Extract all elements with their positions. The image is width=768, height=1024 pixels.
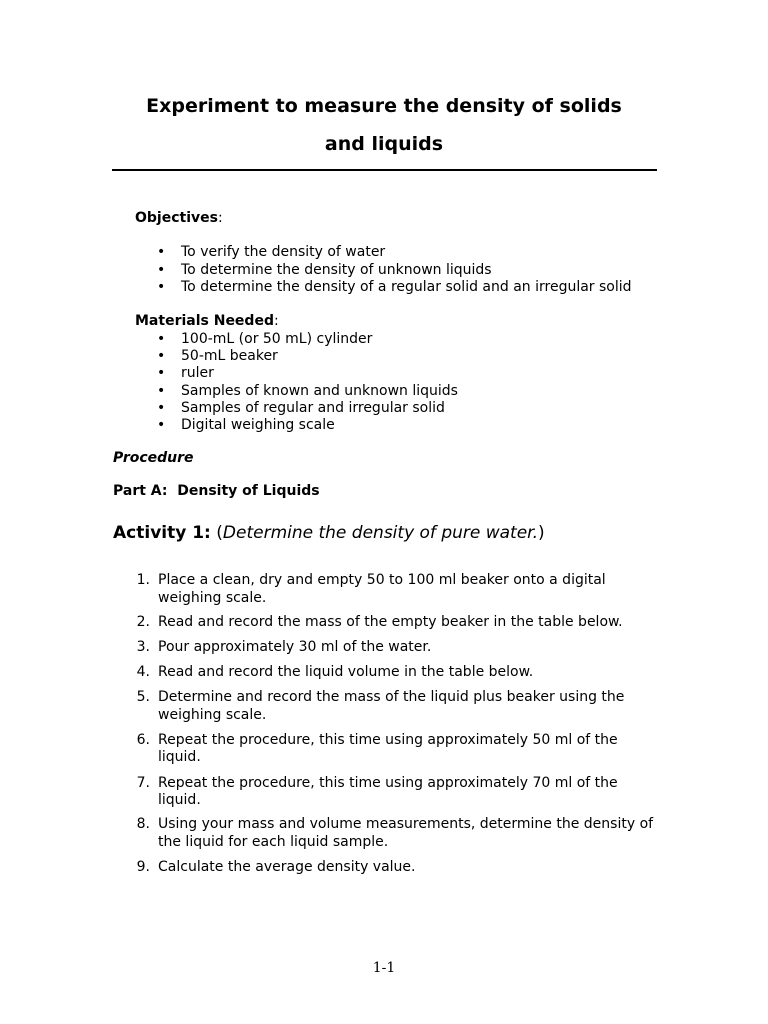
title-line-1: Experiment to measure the density of solids (146, 95, 622, 117)
step-text: Using your mass and volume measurements, determine the density of (158, 816, 654, 832)
bullet-icon: • (157, 417, 166, 433)
bullet-icon: • (157, 400, 166, 416)
procedure-heading: Procedure (113, 450, 194, 466)
objective-item: To determine the density of a regular solid and an irregular solid (181, 279, 632, 295)
objectives-heading: Objectives: (135, 210, 223, 226)
step-number: 3. (136, 639, 150, 655)
material-item: 100-mL (or 50 mL) cylinder (181, 331, 373, 347)
step-text: liquid. (158, 749, 201, 765)
step-text: Repeat the procedure, this time using approximately 50 ml of the (158, 732, 618, 748)
title-divider (112, 169, 657, 171)
step-number: 8. (136, 816, 150, 832)
material-item: ruler (181, 365, 214, 381)
step-number: 6. (136, 732, 150, 748)
step-text: Calculate the average density value. (158, 859, 416, 875)
material-item: Digital weighing scale (181, 417, 335, 433)
step-number: 2. (136, 614, 150, 630)
step-text: liquid. (158, 792, 201, 808)
step-text: Pour approximately 30 ml of the water. (158, 639, 432, 655)
step-text: Place a clean, dry and empty 50 to 100 ml beaker onto a digital (158, 572, 606, 588)
step-text: weighing scale. (158, 590, 267, 606)
part-a-heading: Part A: Density of Liquids (113, 483, 320, 499)
step-text: Read and record the liquid volume in the table below. (158, 664, 534, 680)
bullet-icon: • (157, 279, 166, 295)
bullet-icon: • (157, 331, 166, 347)
materials-heading: Materials Needed: (135, 313, 279, 329)
bullet-icon: • (157, 365, 166, 381)
material-item: Samples of known and unknown liquids (181, 383, 458, 399)
title-line-2: and liquids (324, 133, 444, 155)
document-title (112, 87, 656, 163)
objective-item: To verify the density of water (181, 244, 386, 260)
step-text: the liquid for each liquid sample. (158, 834, 389, 850)
material-item: Samples of regular and irregular solid (181, 400, 445, 416)
bullet-icon: • (157, 348, 166, 364)
objective-item: To determine the density of unknown liquids (181, 262, 492, 278)
bullet-icon: • (157, 383, 166, 399)
step-number: 1. (136, 572, 150, 588)
step-number: 4. (136, 664, 150, 680)
material-item: 50-mL beaker (181, 348, 278, 364)
bullet-icon: • (157, 244, 166, 260)
bullet-icon: • (157, 262, 166, 278)
step-text: weighing scale. (158, 707, 267, 723)
activity-heading: Activity 1: (Determine the density of pure water.) (113, 523, 545, 543)
step-number: 7. (136, 775, 150, 791)
step-text: Determine and record the mass of the liquid plus beaker using the (158, 689, 625, 705)
page-number: 1-1 (372, 960, 396, 976)
step-number: 5. (136, 689, 150, 705)
step-number: 9. (136, 859, 150, 875)
step-text: Read and record the mass of the empty beaker in the table below. (158, 614, 623, 630)
step-text: Repeat the procedure, this time using approximately 70 ml of the (158, 775, 618, 791)
